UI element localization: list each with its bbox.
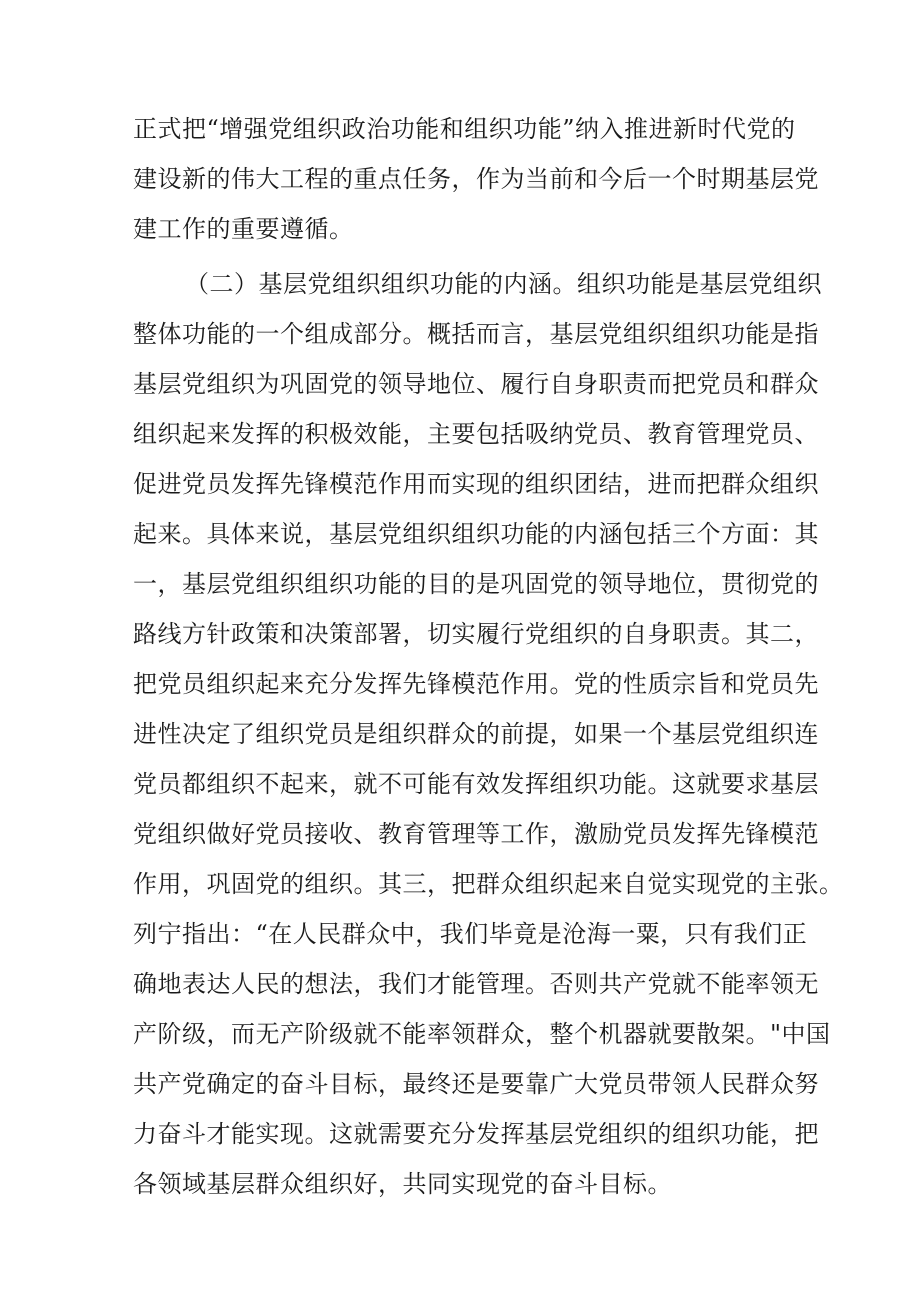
text-line: 把党员组织起来充分发挥先锋模范作用。党的性质宗旨和党员先 [133,670,819,698]
text-line: 力奋斗才能实现。这就需要充分发挥基层党组织的组织功能，把 [133,1120,819,1148]
text-line: 产阶级，而无产阶级就不能率领群众，整个机器就要散架。"中国 [133,1020,831,1048]
text-line: 起来。具体来说，基层党组织组织功能的内涵包括三个方面：其 [133,520,819,548]
text-line: 列宁指出：“在人民群众中，我们毕竟是沧海一粟，只有我们正 [133,920,808,948]
text-line: 共产党确定的奋斗目标，最终还是要靠广大党员带领人民群众努 [133,1070,819,1098]
text-line: 整体功能的一个组成部分。概括而言，基层党组织组织功能是指 [133,320,819,348]
text-line: 路线方针政策和决策部署，切实履行党组织的自身职责。其二， [133,620,819,648]
text-line: 进性决定了组织党员是组织群众的前提，如果一个基层党组织连 [133,720,819,748]
text-line: 促进党员发挥先锋模范作用而实现的组织团结，进而把群众组织 [133,470,819,498]
text-line: 党员都组织不起来，就不可能有效发挥组织功能。这就要求基层 [133,770,819,798]
paragraph-heading-line: （二）基层党组织组织功能的内涵。组织功能是基层党组织 [185,270,822,298]
text-line: 各领域基层群众组织好，共同实现党的奋斗目标。 [133,1170,672,1198]
text-line: 党组织做好党员接收、教育管理等工作，激励党员发挥先锋模范 [133,820,819,848]
text-line: 建设新的伟大工程的重点任务，作为当前和今后一个时期基层党 [133,165,819,193]
text-line: 一，基层党组织组织功能的目的是巩固党的领导地位，贯彻党的 [133,570,819,598]
text-line: 作用，巩固党的组织。其三，把群众组织起来自觉实现党的主张。 [133,870,844,898]
text-line: 确地表达人民的想法，我们才能管理。否则共产党就不能率领无 [133,970,819,998]
text-line: 基层党组织为巩固党的领导地位、履行自身职责而把党员和群众 [133,370,819,398]
text-line: 建工作的重要遵循。 [133,215,354,243]
text-line: 组织起来发挥的积极效能，主要包括吸纳党员、教育管理党员、 [133,420,819,448]
text-line: 正式把“增强党组织政治功能和组织功能”纳入推进新时代党的 [133,115,796,143]
